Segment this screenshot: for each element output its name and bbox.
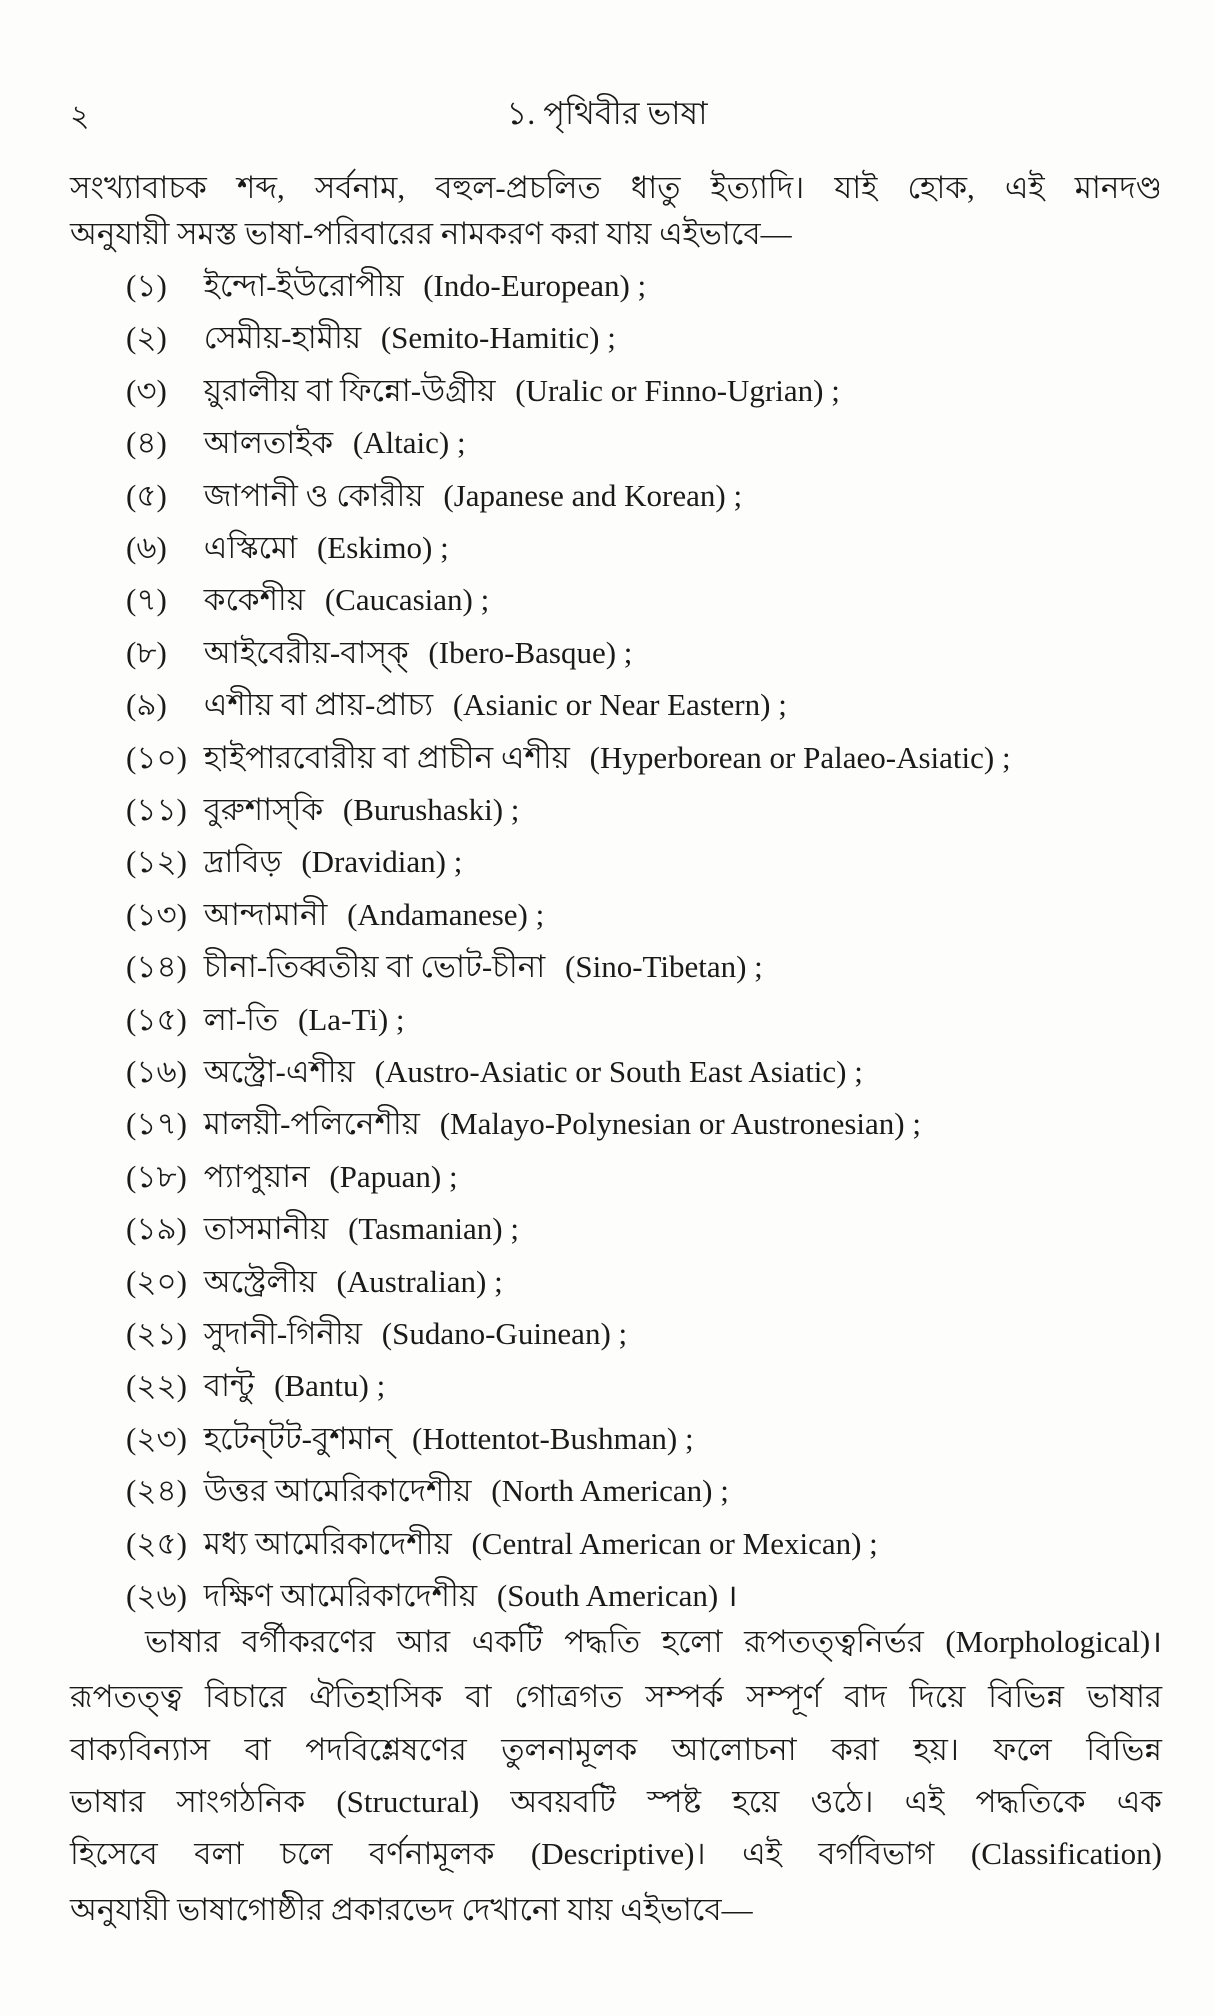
english-name: (South American) । — [496, 1578, 738, 1613]
item-number: (২০) — [126, 1263, 187, 1299]
english-name: (Burushaski) ; — [342, 792, 520, 827]
english-name: (Australian) ; — [336, 1263, 503, 1299]
list-item — [126, 580, 489, 620]
item-number: (২) — [126, 320, 167, 356]
bengali-name: মালয়ী-পলিনেশীয় — [203, 1106, 420, 1142]
bengali-name: বান্টু — [203, 1368, 255, 1404]
item-number: (২২) — [126, 1368, 187, 1404]
english-name: (Indo-European) ; — [423, 268, 647, 303]
english-name: (Tasmanian) ; — [348, 1211, 519, 1247]
item-number: (১) — [126, 268, 167, 303]
bengali-name: প্যাপুয়ান — [203, 1158, 310, 1194]
text-line: অনুযায়ী ভাষাগোষ্ঠীর প্রকারভেদ দেখানো যায় এইভাবে— — [70, 1892, 753, 1927]
page-number: ২ — [70, 100, 90, 133]
bengali-name: চীনা-তিব্বতীয় বা ভোট-চীনা — [203, 949, 546, 985]
bengali-name: সেমীয়-হামীয় — [203, 320, 362, 356]
list-item — [126, 1576, 738, 1616]
bengali-name: হাইপারবোরীয় বা প্রাচীন এশীয় — [203, 739, 570, 775]
text-line: বাক্যবিন্যাস বা পদবিশ্লেষণের তুলনামূলক আলোচনা করা হয়। ফলে বিভিন্ন — [70, 1732, 1162, 1767]
item-number: (৩) — [126, 372, 167, 408]
english-name: (Hyperborean or Palaeo-Asiatic) ; — [589, 739, 1011, 775]
bengali-name: উত্তর আমেরিকাদেশীয় — [203, 1473, 472, 1509]
text-line: সংখ্যাবাচক শব্দ, সর্বনাম, বহুল-প্রচলিত ধাতু ইত্যাদি। যাই হোক, এই মানদণ্ড — [70, 170, 1162, 205]
english-name: (Malayo-Polynesian or Austronesian) ; — [439, 1106, 921, 1142]
item-number: (৪) — [126, 425, 167, 461]
item-number: (২৬) — [126, 1578, 187, 1613]
list-item — [126, 423, 466, 463]
bengali-name: হটেন্‌টট-বুশমান্ — [203, 1420, 393, 1456]
text-line: রূপতত্ত্ব বিচারে ঐতিহাসিক বা গোত্রগত সম্পর্ক সম্পূর্ণ বাদ দিয়ে বিভিন্ন ভাষার — [70, 1679, 1162, 1714]
list-item — [126, 633, 632, 673]
text-line: ভাষার সাংগঠনিক (Structural) অবয়বটি স্পষ্ট হয়ে ওঠে। এই পদ্ধতিকে এক — [70, 1784, 1162, 1819]
item-number: (২৪) — [126, 1473, 187, 1509]
list-item — [126, 738, 1011, 778]
list-item — [126, 842, 462, 882]
english-name: (Sino-Tibetan) ; — [565, 949, 763, 985]
bengali-name: লা-তি — [203, 1001, 279, 1037]
list-item — [126, 1000, 405, 1040]
item-number: (৬) — [126, 530, 167, 565]
bengali-name: এস্কিমো — [203, 530, 298, 565]
english-name: (Central American or Mexican) ; — [471, 1525, 878, 1561]
bengali-name: বুরুশাস্‌কি — [203, 792, 324, 827]
item-number: (১৪) — [126, 949, 187, 985]
item-number: (১২) — [126, 844, 187, 880]
bengali-name: ককেশীয় — [203, 582, 306, 618]
text-line: হিসেবে বলা চলে বর্ণনামূলক (Descriptive)। এই বর্গবিভাগ (Classification) — [70, 1836, 1162, 1871]
list-item — [126, 476, 742, 516]
item-number: (২৩) — [126, 1420, 187, 1456]
english-name: (Papuan) ; — [329, 1158, 458, 1194]
english-name: (Bantu) ; — [274, 1368, 386, 1404]
english-name: (Uralic or Finno-Ugrian) ; — [515, 372, 840, 408]
english-name: (La-Ti) ; — [298, 1001, 405, 1037]
list-item — [126, 1524, 878, 1564]
item-number: (১৮) — [126, 1158, 187, 1194]
item-number: (১৬) — [126, 1054, 187, 1089]
item-number: (২৫) — [126, 1525, 187, 1561]
english-name: (Japanese and Korean) ; — [443, 477, 743, 513]
bengali-name: এশীয় বা প্রায়-প্রাচ্য — [203, 687, 434, 723]
bengali-name: ইন্দো-ইউরোপীয় — [203, 268, 404, 303]
list-item — [126, 528, 449, 568]
list-item — [126, 1419, 694, 1459]
item-number: (৯) — [126, 687, 167, 723]
text-line: ভাষার বর্গীকরণের আর একটি পদ্ধতি হলো রূপতত্ত্বনির্ভর (Morphological)। — [145, 1624, 1162, 1659]
running-title: ১. পৃথিবীর ভাষা — [506, 95, 708, 131]
text-line: অনুযায়ী সমস্ত ভাষা-পরিবারের নামকরণ করা যায় এইভাবে— — [70, 216, 792, 251]
bengali-name: য়ুরালীয় বা ফিন্নো-উগ্রীয় — [203, 372, 496, 408]
list-item — [126, 371, 840, 411]
item-number: (১৩) — [126, 896, 187, 932]
bengali-name: অস্ট্রেলীয় — [203, 1263, 317, 1299]
english-name: (North American) ; — [491, 1473, 729, 1509]
list-item — [126, 685, 787, 725]
item-number: (১৯) — [126, 1211, 187, 1247]
bengali-name: জাপানী ও কোরীয় — [203, 477, 424, 513]
item-number: (৫) — [126, 477, 167, 513]
english-name: (Austro-Asiatic or South East Asiatic) ; — [374, 1054, 863, 1089]
item-number: (৭) — [126, 582, 167, 618]
english-name: (Eskimo) ; — [316, 530, 449, 565]
english-name: (Hottentot-Bushman) ; — [412, 1420, 694, 1456]
english-name: (Dravidian) ; — [301, 844, 463, 880]
english-name: (Semito-Hamitic) ; — [380, 320, 616, 356]
list-item — [126, 1314, 627, 1354]
english-name: (Altaic) ; — [352, 425, 466, 461]
list-item — [126, 318, 616, 358]
bengali-name: আলতাইক — [203, 425, 334, 461]
list-item — [126, 1052, 863, 1092]
list-item — [126, 947, 763, 987]
bengali-name: দক্ষিণ আমেরিকাদেশীয় — [203, 1578, 478, 1613]
list-item — [126, 790, 519, 830]
english-name: (Sudano-Guinean) ; — [381, 1316, 628, 1351]
item-number: (১৭) — [126, 1106, 187, 1142]
item-number: (১৫) — [126, 1001, 187, 1037]
english-name: (Andamanese) ; — [347, 896, 545, 932]
bengali-name: আন্দামানী — [203, 896, 328, 932]
list-item — [126, 1104, 921, 1144]
bengali-name: দ্রাবিড় — [203, 844, 282, 880]
bengali-name: আইবেরীয়-বাস্‌ক্ — [203, 634, 409, 670]
bengali-name: সুদানী-গিনীয় — [203, 1316, 363, 1351]
item-number: (৮) — [126, 634, 167, 670]
english-name: (Caucasian) ; — [324, 582, 490, 618]
item-number: (২১) — [126, 1316, 187, 1351]
list-item — [126, 1209, 519, 1249]
english-name: (Asianic or Near Eastern) ; — [452, 687, 787, 723]
item-number: (১১) — [126, 792, 187, 827]
list-item — [126, 266, 646, 306]
list-item — [126, 1157, 458, 1197]
list-item — [126, 1366, 385, 1406]
item-number: (১০) — [126, 739, 187, 775]
list-item — [126, 895, 544, 935]
bengali-name: মধ্য আমেরিকাদেশীয় — [203, 1525, 452, 1561]
bengali-name: তাসমানীয় — [203, 1211, 329, 1247]
english-name: (Ibero-Basque) ; — [428, 634, 633, 670]
bengali-name: অস্ট্রো-এশীয় — [203, 1054, 355, 1089]
list-item — [126, 1471, 729, 1511]
list-item — [126, 1262, 503, 1302]
